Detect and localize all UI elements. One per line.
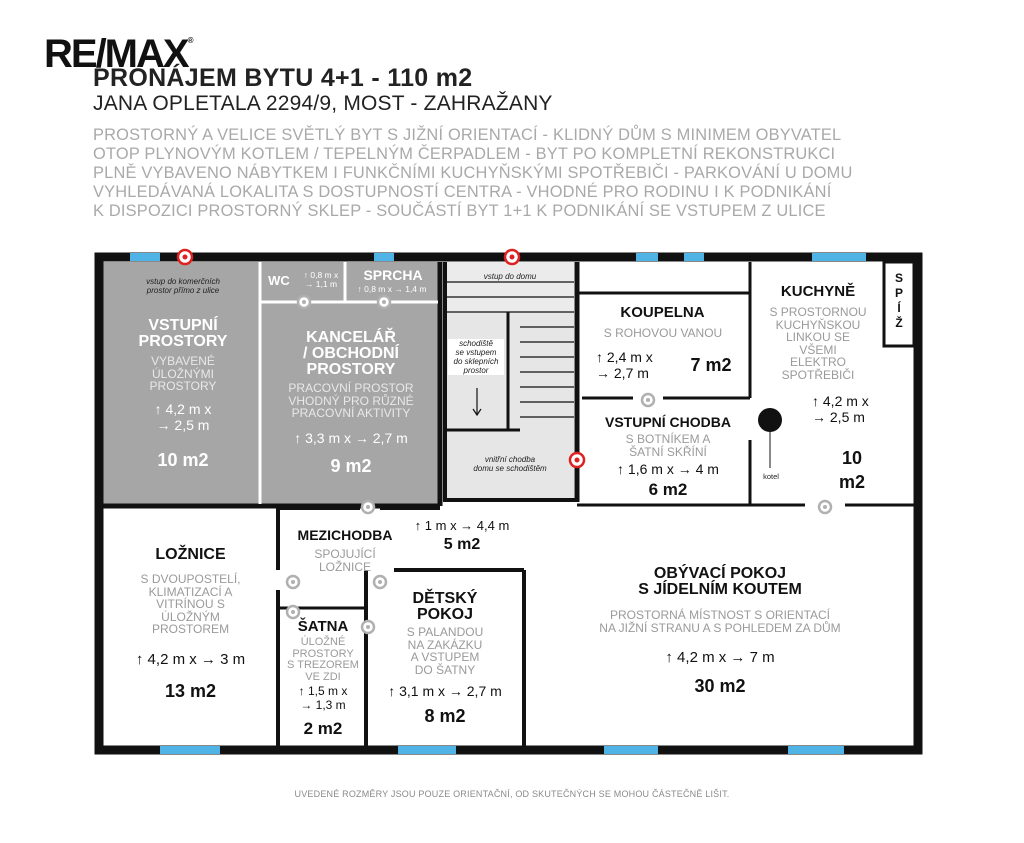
- room-dims-loznice: ↑ 4,2 m x → 3 m: [135, 651, 246, 668]
- room-name-wc: WC: [268, 273, 290, 288]
- window: [398, 746, 456, 754]
- stair-note: [448, 339, 504, 375]
- desc-line: VŠEMI: [799, 342, 837, 357]
- dim-line: ↑ 4,2 m x: [154, 401, 212, 417]
- note-line: prostor přímo z ulice: [146, 286, 220, 295]
- name-line: PROSTORY: [306, 361, 396, 378]
- desc-line: ÚLOŽNÝM: [161, 609, 220, 624]
- dim-line: → 2,5 m: [156, 417, 210, 433]
- window: [788, 746, 844, 754]
- desc-line: DO ŠATNY: [414, 662, 476, 677]
- room-name-loznice: LOŽNICE: [155, 546, 226, 563]
- room-dims-vstupni-chodba: ↑ 1,6 m x → 4 m: [617, 461, 719, 477]
- window: [130, 253, 160, 261]
- window: [604, 746, 658, 754]
- room-name-vstupni-chodba: VSTUPNÍ CHODBA: [604, 414, 731, 430]
- desc-line: NA ZAKÁZKU: [407, 637, 483, 652]
- dim-line: → 1,3 m: [300, 698, 346, 712]
- desc-line: LINKOU SE: [785, 330, 851, 344]
- room-desc-vstupni-prostory: [113, 355, 253, 393]
- desc-line: A VSTUPEM: [410, 650, 480, 664]
- window: [636, 253, 658, 261]
- room-dims-satna: [282, 684, 364, 712]
- room-area-obyvaci-pokoj: 30 m2: [694, 676, 746, 696]
- room-name-spiz: [887, 271, 911, 331]
- description-line: PLNĚ VYBAVENO NÁBYTKEM I FUNKČNÍMI KUCHYŇSKÝMI SPOTŘEBIČI - PARKOVÁNÍ U DOMU: [93, 164, 853, 182]
- room-name-satna: ŠATNA: [297, 618, 349, 635]
- desc-line: SPOJUJÍCÍ: [314, 547, 376, 561]
- room-area-vstupni-prostory: 10 m2: [157, 450, 209, 470]
- description-line: PROSTORNÝ A VELICE SVĚTLÝ BYT S JIŽNÍ ORIENTACÍ - KLIDNÝ DŮM S MINIMEM OBYVATEL: [93, 126, 842, 144]
- name-line: VSTUPNÍ: [148, 317, 218, 334]
- desc-line: S PROSTORNOU: [769, 305, 867, 319]
- letter: S: [894, 271, 903, 285]
- room-area-loznice: 13 m2: [164, 681, 217, 701]
- room-name-sprcha: SPRCHA: [363, 267, 423, 283]
- dim-line: ↑ 0,8 m x: [303, 270, 339, 280]
- room-name-koupelna: KOUPELNA: [620, 304, 705, 321]
- desc-line: PROSTORY: [292, 647, 354, 660]
- desc-line: PROSTORY: [149, 379, 217, 393]
- room-desc-vstupni-chodba: [588, 433, 748, 458]
- room-desc-loznice: [108, 573, 273, 636]
- room-desc-koupelna: S ROHOVOU VANOU: [603, 326, 723, 340]
- desc-line: VHODNÝ PRO RŮZNÉ: [288, 393, 414, 408]
- room-dims-koupelna: [596, 349, 672, 381]
- name-line: S JÍDELNÍM KOUTEM: [638, 581, 802, 598]
- desc-line: ÚLOŽNÉ: [300, 636, 346, 648]
- note-line: prostor: [463, 366, 489, 375]
- room-name-detsky-pokoj: [370, 591, 520, 623]
- listing-title: PRONÁJEM BYTU 4+1 - 110 m2: [93, 64, 473, 92]
- description-line: OTOP PLYNOVÝM KOTLEM / TEPELNÝM ČERPADLEM - BYT PO KOMPLETNÍ REKONSTRUKCI: [93, 145, 836, 163]
- room-dims-kancelar: ↑ 3,3 m x → 2,7 m: [294, 430, 408, 446]
- room-name-vstupni-prostory: [113, 318, 253, 350]
- window: [374, 253, 394, 261]
- desc-line: KLIMATIZACÍ A: [148, 584, 233, 599]
- desc-line: PRACOVNÍ AKTIVITY: [291, 406, 411, 420]
- dim-line: ↑ 1,5 m x: [298, 684, 348, 698]
- dim-line: → 2,5 m: [812, 409, 865, 425]
- listing-address: JANA OPLETALA 2294/9, MOST - ZAHRAŽANY: [93, 92, 553, 115]
- desc-line: PRACOVNÍ PROSTOR: [288, 381, 414, 395]
- desc-line: LOŽNICE: [318, 559, 371, 574]
- room-area-mezichodba: 5 m2: [443, 536, 481, 553]
- desc-line: ÚLOŽNÝMI: [151, 366, 214, 381]
- room-desc-satna: [282, 637, 364, 683]
- room-desc-detsky-pokoj: [370, 626, 520, 676]
- desc-line: S TREZOREM: [287, 659, 359, 671]
- dim-line: ↑ 4,2 m x: [812, 393, 869, 409]
- room-name-kancelar: [270, 330, 432, 378]
- room-dims-kuchyne: [812, 393, 892, 425]
- room-name-kuchyne: KUCHYNĚ: [780, 283, 856, 300]
- remax-logo: RE/MAX®: [44, 32, 194, 76]
- room-desc-mezichodba: [284, 548, 406, 573]
- room-area-kancelar: 9 m2: [330, 456, 372, 476]
- desc-line: VYBAVENÉ: [151, 354, 215, 368]
- note-line: se vstupem: [455, 348, 497, 357]
- room-area-vstupni-chodba: 6 m2: [648, 480, 688, 499]
- window: [684, 253, 704, 261]
- room-area-detsky-pokoj: 8 m2: [424, 706, 466, 726]
- desc-line: NA JIŽNÍ STRANU A S POHLEDEM ZA DŮM: [599, 620, 841, 635]
- room-dims-obyvaci-pokoj: ↑ 4,2 m x → 7 m: [665, 649, 775, 666]
- dim-line: → 1,1 m: [304, 279, 338, 289]
- desc-line: VITRÍNOU S: [156, 597, 225, 611]
- room-area-koupelna: 7 m2: [690, 355, 732, 375]
- room-dims-mezichodba: ↑ 1 m x → 4,4 m: [414, 518, 510, 533]
- desc-line: S PALANDOU: [406, 625, 484, 639]
- name-line: DĚTSKÝ: [412, 590, 478, 607]
- letter: Í: [897, 301, 901, 315]
- stair-landing: [447, 262, 574, 312]
- window: [160, 746, 220, 754]
- note-line: vnitřní chodba: [484, 455, 536, 464]
- area-line: m2: [838, 472, 865, 492]
- note-line: schodiště: [459, 339, 493, 348]
- dim-line: → 2,7 m: [596, 365, 649, 381]
- area-line: 10: [841, 448, 863, 468]
- desc-line: VE ZDI: [305, 670, 341, 683]
- letter: P: [894, 286, 903, 300]
- inner-hall-note: [448, 455, 572, 473]
- commercial-entry-note: [113, 277, 253, 295]
- note-line: do sklepních: [453, 357, 499, 366]
- room-desc-obyvaci-pokoj: [560, 609, 880, 634]
- desc-line: PROSTOREM: [151, 622, 230, 636]
- room-dims-wc: [297, 271, 345, 289]
- room-dims-vstupni-prostory: [113, 401, 253, 433]
- room-area-kuchyne: [822, 446, 882, 494]
- room-name-obyvaci-pokoj: [560, 566, 880, 598]
- letter: Ž: [895, 316, 903, 330]
- note-line: domu se schodištěm: [473, 464, 547, 473]
- room-dims-detsky-pokoj: ↑ 3,1 m x → 2,7 m: [388, 683, 502, 699]
- dim-line: ↑ 2,4 m x: [596, 349, 653, 365]
- room-desc-kuchyne: [756, 306, 880, 381]
- name-line: POKOJ: [416, 606, 473, 623]
- name-line: / OBCHODNÍ: [303, 345, 399, 362]
- desc-line: PROSTORNÁ MÍSTNOST S ORIENTACÍ: [609, 608, 831, 622]
- boiler-icon: [758, 408, 782, 432]
- note-line: vstup do komerčních: [146, 277, 220, 286]
- desc-line: ŠATNÍ SKŘÍNÍ: [629, 444, 707, 459]
- description-line: K DISPOZICI PROSTORNÝ SKLEP - SOUČÁSTÍ BYT 1+1 K PODNIKÁNÍ SE VSTUPEM Z ULICE: [93, 202, 826, 220]
- name-line: KANCELÁŘ: [306, 329, 396, 346]
- dimensions-disclaimer: UVEDENÉ ROZMĚRY JSOU POUZE ORIENTAČNÍ, OD SKUTEČNÝCH SE MOHOU ČÁSTEČNĚ LIŠIT.: [294, 789, 730, 799]
- description-line: VYHLEDÁVANÁ LOKALITA S DOSTUPNOSTÍ CENTRA - VHODNÉ PRO RODINU I K PODNIKÁNÍ: [93, 183, 832, 201]
- desc-line: S BOTNÍKEM A: [625, 432, 711, 446]
- name-line: OBÝVACÍ POKOJ: [653, 565, 787, 582]
- desc-line: SPOTŘEBIČI: [781, 367, 855, 382]
- room-desc-kancelar: [270, 382, 432, 420]
- window: [812, 253, 866, 261]
- room-dims-sprcha: ↑ 0,8 m x → 1,4 m: [357, 284, 427, 294]
- desc-line: KUCHYŇSKOU: [775, 317, 861, 332]
- name-line: PROSTORY: [138, 333, 228, 350]
- room-area-satna: 2 m2: [303, 719, 343, 738]
- house-entry-note: vstup do domu: [483, 272, 537, 281]
- room-name-mezichodba: MEZICHODBA: [297, 527, 393, 543]
- boiler-label: kotel: [763, 472, 779, 481]
- desc-line: S DVOUPOSTELÍ,: [140, 572, 241, 586]
- desc-line: ELEKTRO: [789, 355, 846, 369]
